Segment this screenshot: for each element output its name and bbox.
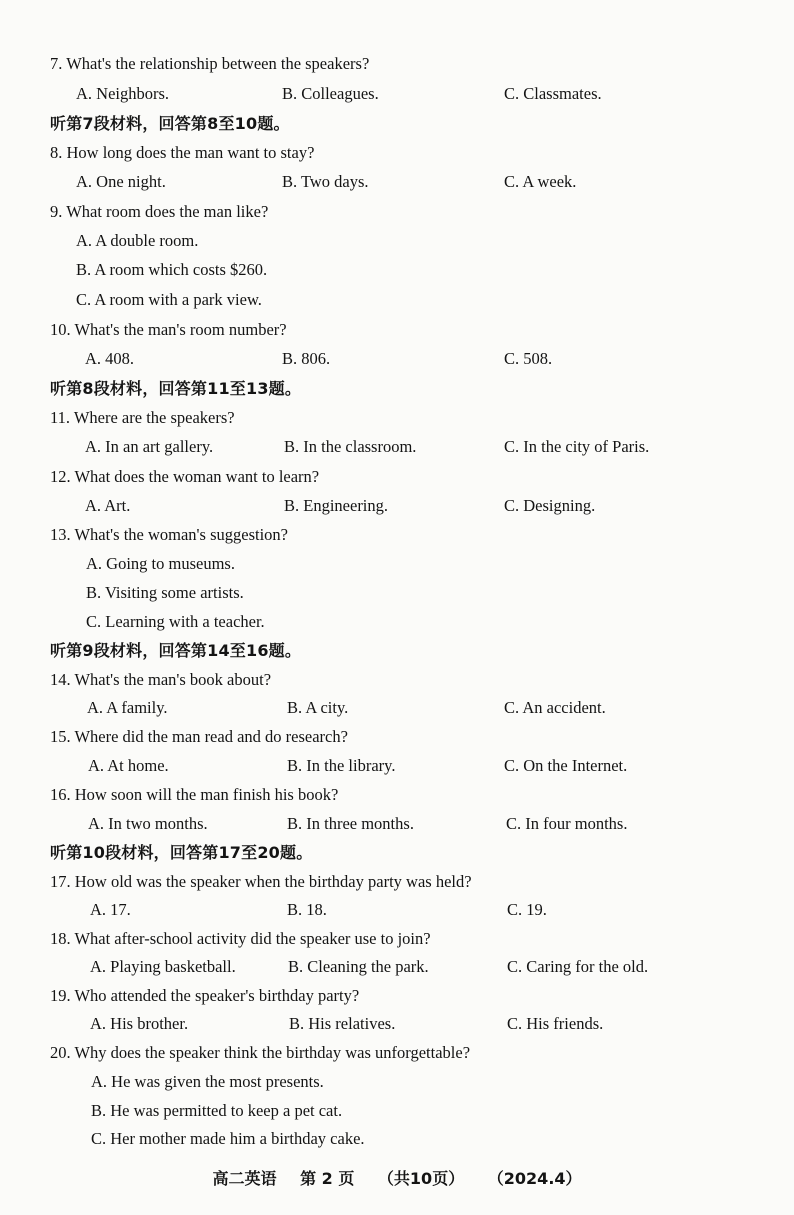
- answer-option: A. Going to museums.: [86, 554, 235, 573]
- question-text: 8. How long does the man want to stay?: [50, 143, 315, 162]
- answer-option: A. Art.: [85, 496, 131, 515]
- question-text: 7. What's the relationship between the speakers?: [50, 54, 370, 73]
- answer-option: B. In the library.: [287, 756, 396, 775]
- answer-option: A. In an art gallery.: [85, 437, 214, 456]
- answer-option: B. A room which costs $260.: [76, 260, 268, 279]
- answer-option: A. At home.: [88, 756, 169, 775]
- page-footer: [0, 1166, 794, 1189]
- question-text: 10. What's the man's room number?: [50, 320, 287, 339]
- answer-option: C. An accident.: [504, 698, 606, 717]
- answer-option: B. He was permitted to keep a pet cat.: [91, 1101, 343, 1120]
- answer-option: B. 18.: [287, 900, 327, 919]
- question-text: 9. What room does the man like?: [50, 202, 269, 221]
- answer-option: B. His relatives.: [289, 1014, 396, 1033]
- question-text: 12. What does the woman want to learn?: [50, 467, 320, 486]
- question-text: 13. What's the woman's suggestion?: [50, 525, 288, 544]
- answer-option: C. A week.: [504, 172, 577, 191]
- answer-option: A. 17.: [90, 900, 131, 919]
- footer-total-pages: （共10页）: [377, 1169, 465, 1188]
- section-instruction: 听第7段材料，回答第8至10题。: [50, 114, 290, 133]
- answer-option: B. Colleagues.: [282, 84, 379, 103]
- answer-option: B. In the classroom.: [284, 437, 417, 456]
- answer-option: B. Cleaning the park.: [288, 957, 429, 976]
- answer-option: C. Classmates.: [504, 84, 602, 103]
- answer-option: B. Engineering.: [284, 496, 389, 515]
- answer-option: C. A room with a park view.: [76, 290, 262, 309]
- question-text: 11. Where are the speakers?: [50, 408, 235, 427]
- answer-option: C. On the Internet.: [504, 756, 628, 775]
- answer-option: C. In four months.: [506, 814, 628, 833]
- question-text: 17. How old was the speaker when the birthday party was held?: [50, 872, 472, 891]
- answer-option: A. 408.: [85, 349, 135, 368]
- question-text: 19. Who attended the speaker's birthday party?: [50, 986, 360, 1005]
- answer-option: A. Neighbors.: [76, 84, 170, 103]
- answer-option: B. In three months.: [287, 814, 414, 833]
- footer-page-number: 第 2 页: [300, 1169, 355, 1188]
- answer-option: B. 806.: [282, 349, 331, 368]
- answer-option: A. A family.: [87, 698, 168, 717]
- question-text: 15. Where did the man read and do research?: [50, 727, 348, 746]
- answer-option: C. Designing.: [504, 496, 596, 515]
- section-instruction: 听第9段材料，回答第14至16题。: [50, 641, 302, 660]
- answer-option: B. A city.: [287, 698, 349, 717]
- question-text: 20. Why does the speaker think the birthday was unforgettable?: [50, 1043, 471, 1062]
- answer-option: A. One night.: [76, 172, 166, 191]
- answer-option: C. In the city of Paris.: [504, 437, 650, 456]
- answer-option: C. 19.: [507, 900, 547, 919]
- answer-option: A. A double room.: [76, 231, 199, 250]
- answer-option: C. His friends.: [507, 1014, 604, 1033]
- question-text: 16. How soon will the man finish his book?: [50, 785, 339, 804]
- answer-option: C. 508.: [504, 349, 553, 368]
- section-instruction: 听第8段材料，回答第11至13题。: [50, 379, 302, 398]
- footer-subject: 高二英语: [212, 1169, 277, 1188]
- section-instruction: 听第10段材料，回答第17至20题。: [50, 843, 313, 862]
- answer-option: C. Learning with a teacher.: [86, 612, 265, 631]
- footer-date: （2024.4）: [487, 1169, 582, 1188]
- answer-option: B. Visiting some artists.: [86, 583, 244, 602]
- answer-option: A. In two months.: [88, 814, 208, 833]
- question-text: 18. What after-school activity did the speaker use to join?: [50, 929, 431, 948]
- question-text: 14. What's the man's book about?: [50, 670, 272, 689]
- answer-option: B. Two days.: [282, 172, 369, 191]
- answer-option: A. He was given the most presents.: [91, 1072, 324, 1091]
- answer-option: A. Playing basketball.: [90, 957, 236, 976]
- answer-option: C. Her mother made him a birthday cake.: [91, 1129, 365, 1148]
- answer-option: C. Caring for the old.: [507, 957, 649, 976]
- answer-option: A. His brother.: [90, 1014, 189, 1033]
